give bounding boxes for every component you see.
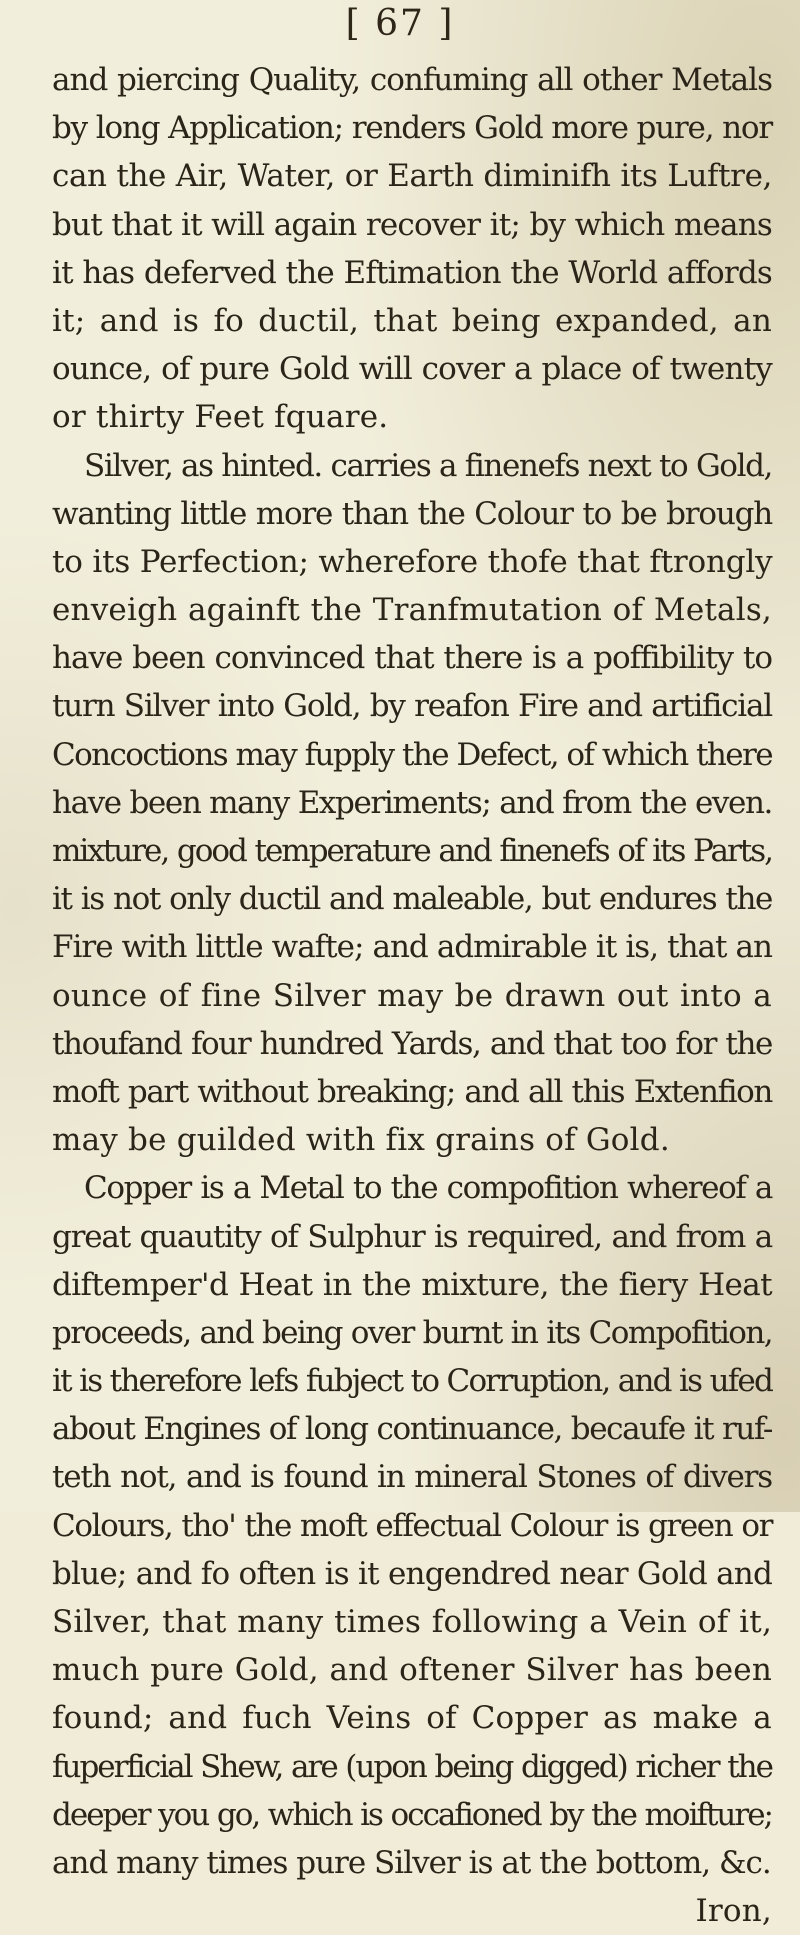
text-line: mixture, good temperature and finenefs of its Parts, bbox=[52, 833, 772, 869]
text-line: it; and is fo ductil, that being expanded, an bbox=[52, 302, 772, 339]
text-line: Concoctions may fupply the Defect, of which there bbox=[52, 736, 772, 773]
text-line: can the Air, Water, or Earth diminifh its Luftre, bbox=[52, 158, 772, 195]
text-line: Colours, tho' the moft effectual Colour is green or bbox=[52, 1507, 772, 1544]
text-line: but that it will again recover it; by which means bbox=[52, 206, 772, 243]
text-line: to its Perfection; wherefore thofe that ftrongly bbox=[52, 543, 773, 580]
text-line: it has deferved the Eftimation the World affords bbox=[52, 254, 772, 291]
text-line: deeper you go, which is occafioned by the moifture; bbox=[52, 1796, 772, 1833]
text-line: it is therefore lefs fubject to Corruption, and is ufed bbox=[52, 1363, 772, 1400]
text-line: have been many Experiments; and from the even. bbox=[52, 784, 772, 821]
text-line: diftemper'd Heat in the mixture, the fiery Heat bbox=[52, 1266, 772, 1303]
text-line: found; and fuch Veins of Copper as make a bbox=[52, 1700, 772, 1737]
text-line: great quautity of Sulphur is required, and from a bbox=[52, 1218, 772, 1255]
text-line: may be guilded with fix grains of Gold. bbox=[52, 1122, 670, 1159]
text-line: much pure Gold, and oftener Silver has been bbox=[52, 1652, 772, 1689]
text-line: Fire with little wafte; and admirable it is, that an bbox=[52, 929, 772, 966]
text-line: thoufand four hundred Yards, and that too for the bbox=[52, 1025, 772, 1062]
text-line: wanting little more than the Colour to be brough bbox=[52, 495, 772, 532]
text-line: Copper is a Metal to the compofition whereof a bbox=[84, 1170, 772, 1207]
text-line: fuperficial Shew, are (upon being digged) richer the bbox=[52, 1748, 772, 1785]
catchword: Iron, bbox=[695, 1893, 772, 1930]
text-line: by long Application; renders Gold more pure, nor bbox=[52, 110, 772, 147]
text-line: about Engines of long continuance, becaufe it ruf- bbox=[52, 1411, 772, 1448]
text-line: enveigh againft the Tranfmutation of Metals, bbox=[52, 592, 772, 629]
text-line: turn Silver into Gold, by reafon Fire and artificial bbox=[52, 688, 772, 725]
text-line: Silver, that many times following a Vein of it, bbox=[52, 1604, 772, 1640]
text-line: teth not, and is found in mineral Stones of divers bbox=[52, 1459, 772, 1496]
text-line: and many times pure Silver is at the bottom, &c. bbox=[52, 1844, 771, 1881]
text-line: moft part without breaking; and all this Extenfion bbox=[52, 1073, 772, 1110]
text-line: ounce, of pure Gold will cover a place of twenty bbox=[52, 351, 772, 388]
text-line: and piercing Quality, confuming all other Metals bbox=[52, 62, 772, 98]
text-line: ounce of fine Silver may be drawn out into a bbox=[52, 977, 772, 1014]
text-line: blue; and fo often is it engendred near Gold and bbox=[52, 1555, 772, 1592]
text-line: or thirty Feet fquare. bbox=[52, 399, 389, 436]
text-line: have been convinced that there is a poffibility to bbox=[52, 640, 772, 677]
body-text bbox=[52, 56, 772, 1935]
page-number: [ 67 ] bbox=[345, 3, 455, 44]
text-line: proceeds, and being over burnt in its Compofition, bbox=[52, 1314, 772, 1351]
text-line: it is not only ductil and maleable, but endures the bbox=[52, 881, 772, 918]
text-line: Silver, as hinted. carries a finenefs next to Gold, bbox=[84, 447, 772, 484]
